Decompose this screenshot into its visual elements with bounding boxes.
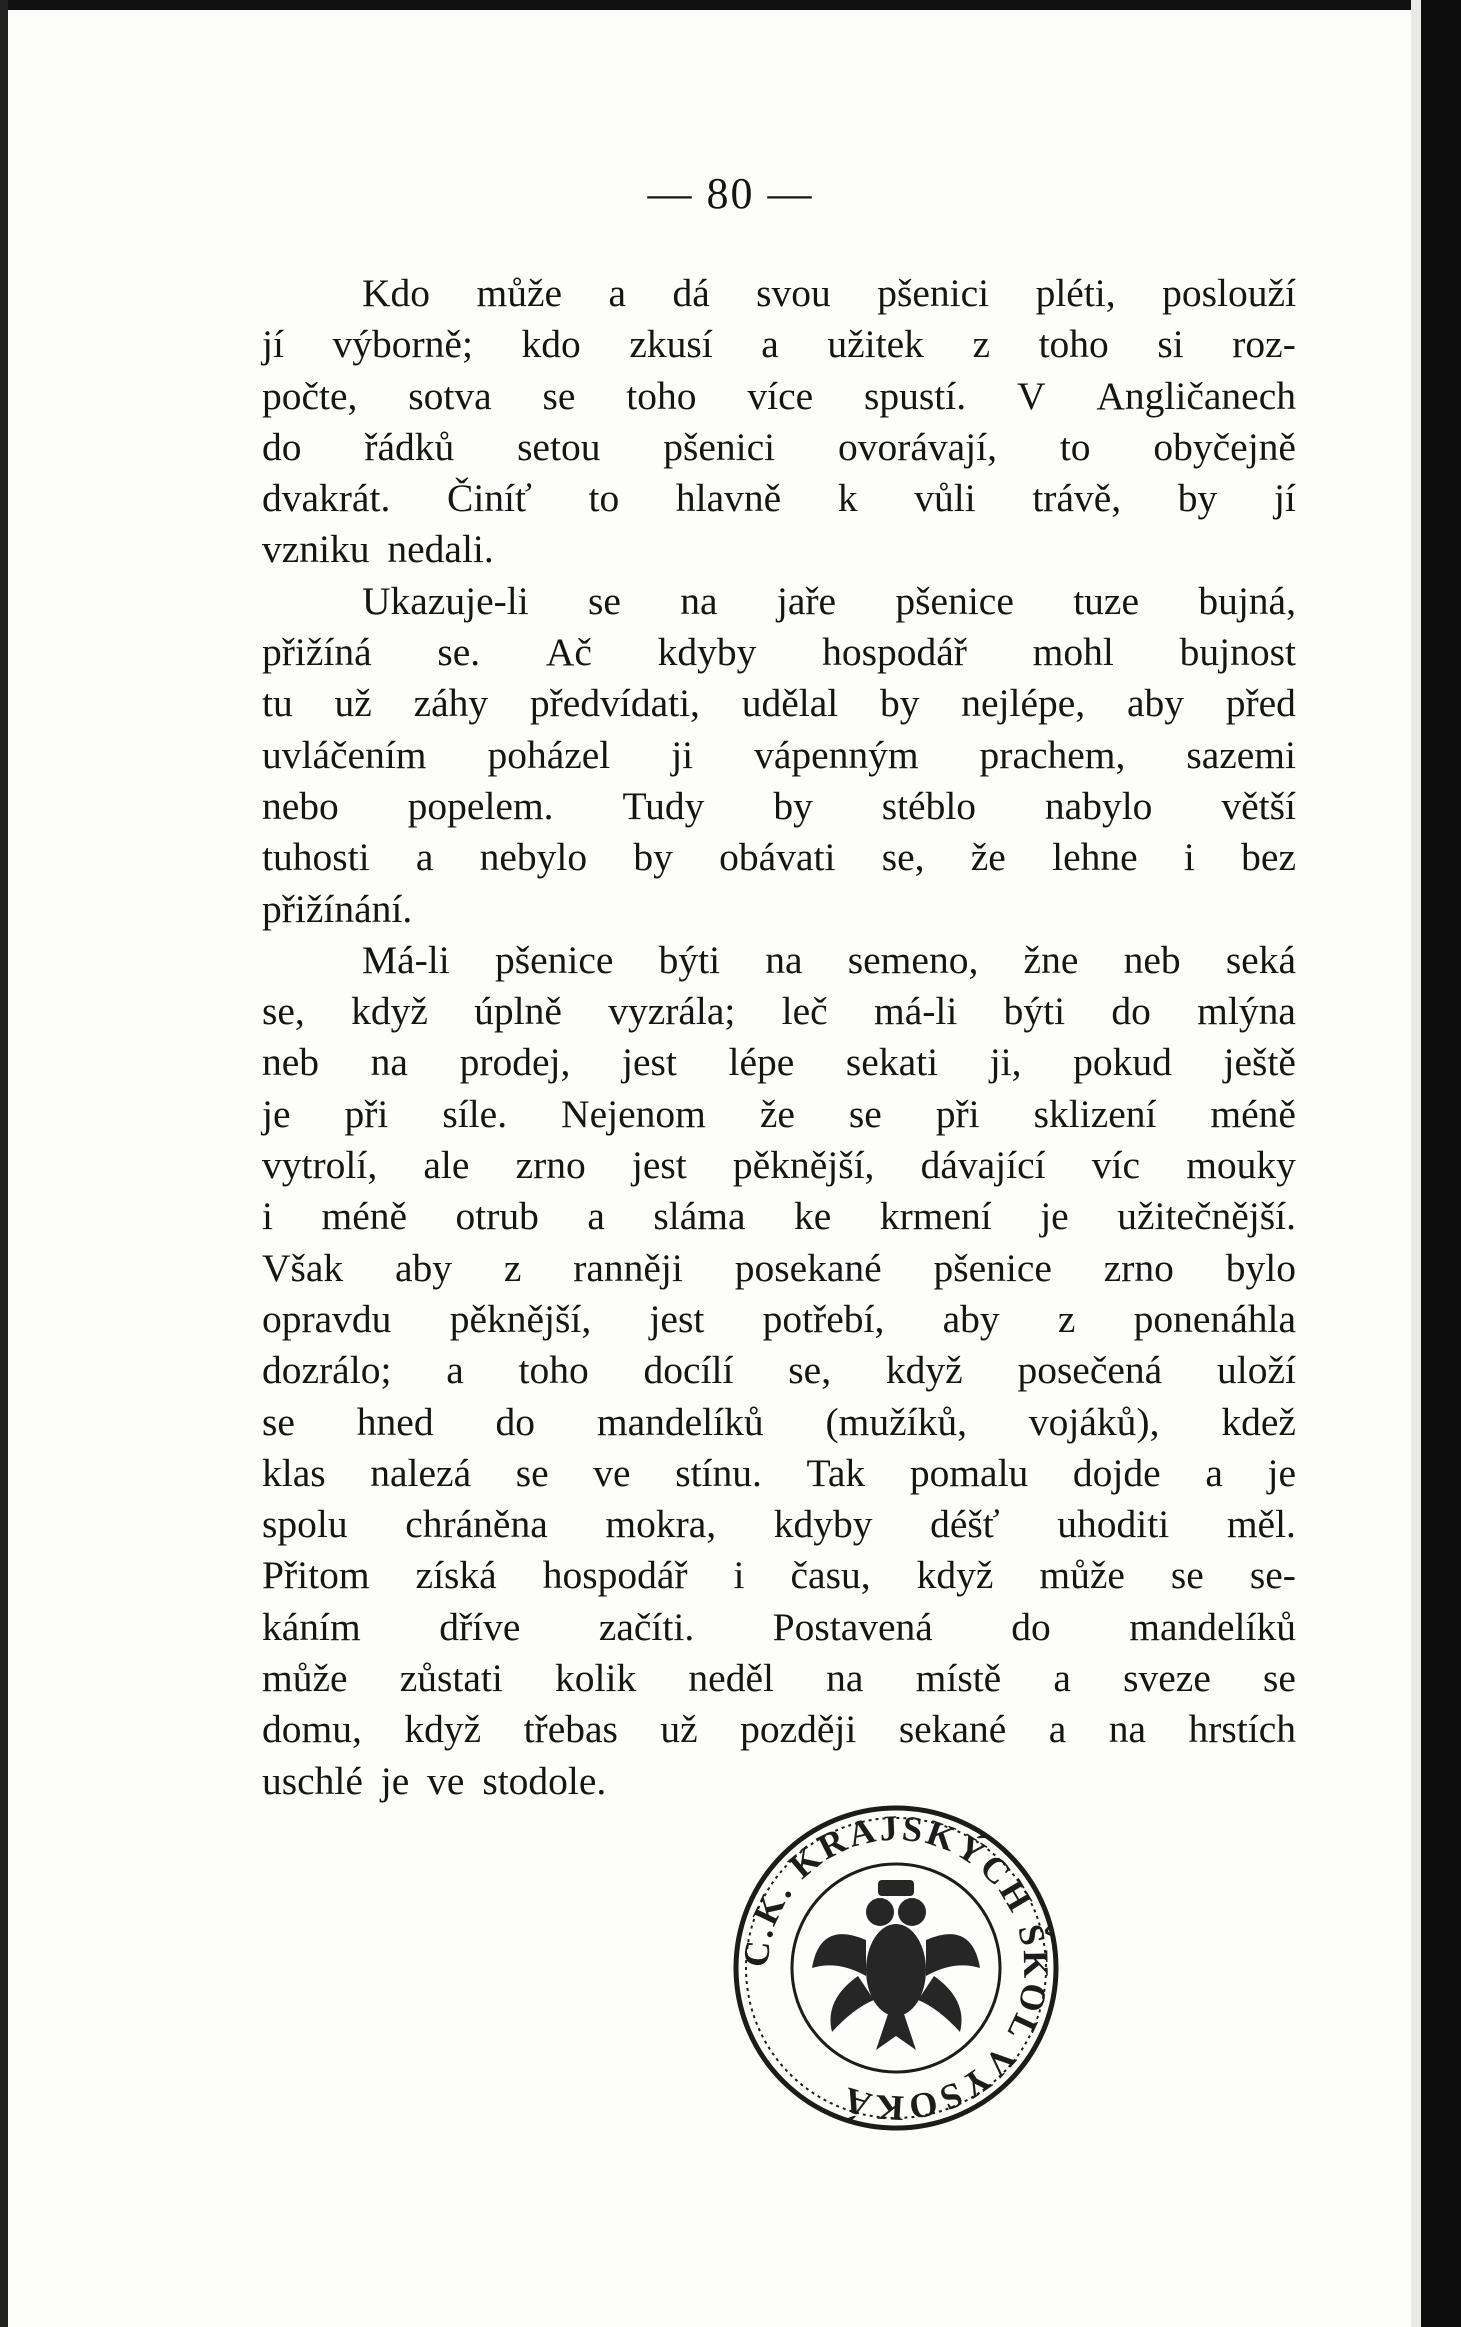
text-line: tu už záhy předvídati, udělal by nejlépe, aby před — [262, 681, 1296, 726]
text-line: Však aby z ranněji posekané pšenice zrno bylo — [262, 1245, 1296, 1290]
text-line: uvláčením poházel ji vápenným prachem, sazemi — [262, 732, 1296, 777]
text-line: vytrolí, ale zrno jest pěknější, dávající víc mouky — [262, 1143, 1296, 1188]
eagle-emblem-icon — [812, 1880, 980, 2050]
scan-right-border — [1421, 0, 1461, 2327]
text-line: Přitom získá hospodář i času, když může se se- — [262, 1553, 1296, 1598]
page-number: — 80 — — [647, 169, 814, 218]
text-line: vzniku nedali. — [262, 527, 494, 572]
scan-top-border — [0, 0, 1461, 10]
body-text — [262, 268, 1296, 1807]
text-line: dvakrát. Činíť to hlavně k vůli trávě, by jí — [262, 476, 1296, 521]
text-line: káním dříve začíti. Postavená do mandelíků — [262, 1604, 1296, 1649]
text-line: uschlé je ve stodole. — [262, 1758, 607, 1803]
text-line: spolu chráněna mokra, kdyby déšť uhoditi měl. — [262, 1502, 1296, 1547]
text-line: Kdo může a dá svou pšenici pléti, poslouží — [362, 271, 1296, 315]
scan-right-gutter — [1411, 0, 1421, 2327]
text-line: Má-li pšenice býti na semeno, žne neb seká — [362, 937, 1296, 982]
text-line: neb na prodej, jest lépe sekati ji, pokud ještě — [262, 1040, 1296, 1085]
text-line: tuhosti a nebylo by obávati se, že lehne i bez — [262, 835, 1296, 880]
library-stamp — [728, 1800, 1064, 2136]
text-line: přižínání. — [262, 886, 413, 931]
text-line: do řádků setou pšenici ovorávají, to obyčejně — [262, 424, 1296, 469]
text-line: Ukazuje-li se na jaře pšenice tuze bujná, — [362, 578, 1296, 623]
text-line: opravdu pěknější, jest potřebí, aby z ponenáhla — [262, 1296, 1296, 1341]
text-line: klas nalezá se ve stínu. Tak pomalu dojde a je — [262, 1450, 1296, 1495]
text-line: je při síle. Nejenom že se při sklizení méně — [262, 1091, 1296, 1136]
text-line: domu, když třebas už později sekané a na hrstích — [262, 1707, 1296, 1752]
scan-left-border — [0, 0, 8, 2327]
text-line: se hned do mandelíků (mužíků, vojáků), kdež — [262, 1399, 1296, 1444]
stamp-text: C.K. KRAJSKÝCH ŠKOL VYSOKÁ — [735, 1807, 1057, 2129]
text-line: dozrálo; a toho docílí se, když posečená uloží — [262, 1348, 1296, 1393]
text-line: počte, sotva se toho více spustí. V Angličanech — [262, 373, 1296, 418]
text-line: může zůstati kolik neděl na místě a sveze se — [262, 1656, 1296, 1701]
text-line: nebo popelem. Tudy by stéblo nabylo větší — [262, 783, 1296, 828]
text-line: se, když úplně vyzrála; leč má-li býti do mlýna — [262, 989, 1296, 1034]
text-line: přižíná se. Ač kdyby hospodář mohl bujnost — [262, 630, 1296, 675]
text-line: jí výborně; kdo zkusí a užitek z toho si roz- — [262, 322, 1296, 367]
text-line: i méně otrub a sláma ke krmení je užitečnější. — [262, 1194, 1296, 1239]
